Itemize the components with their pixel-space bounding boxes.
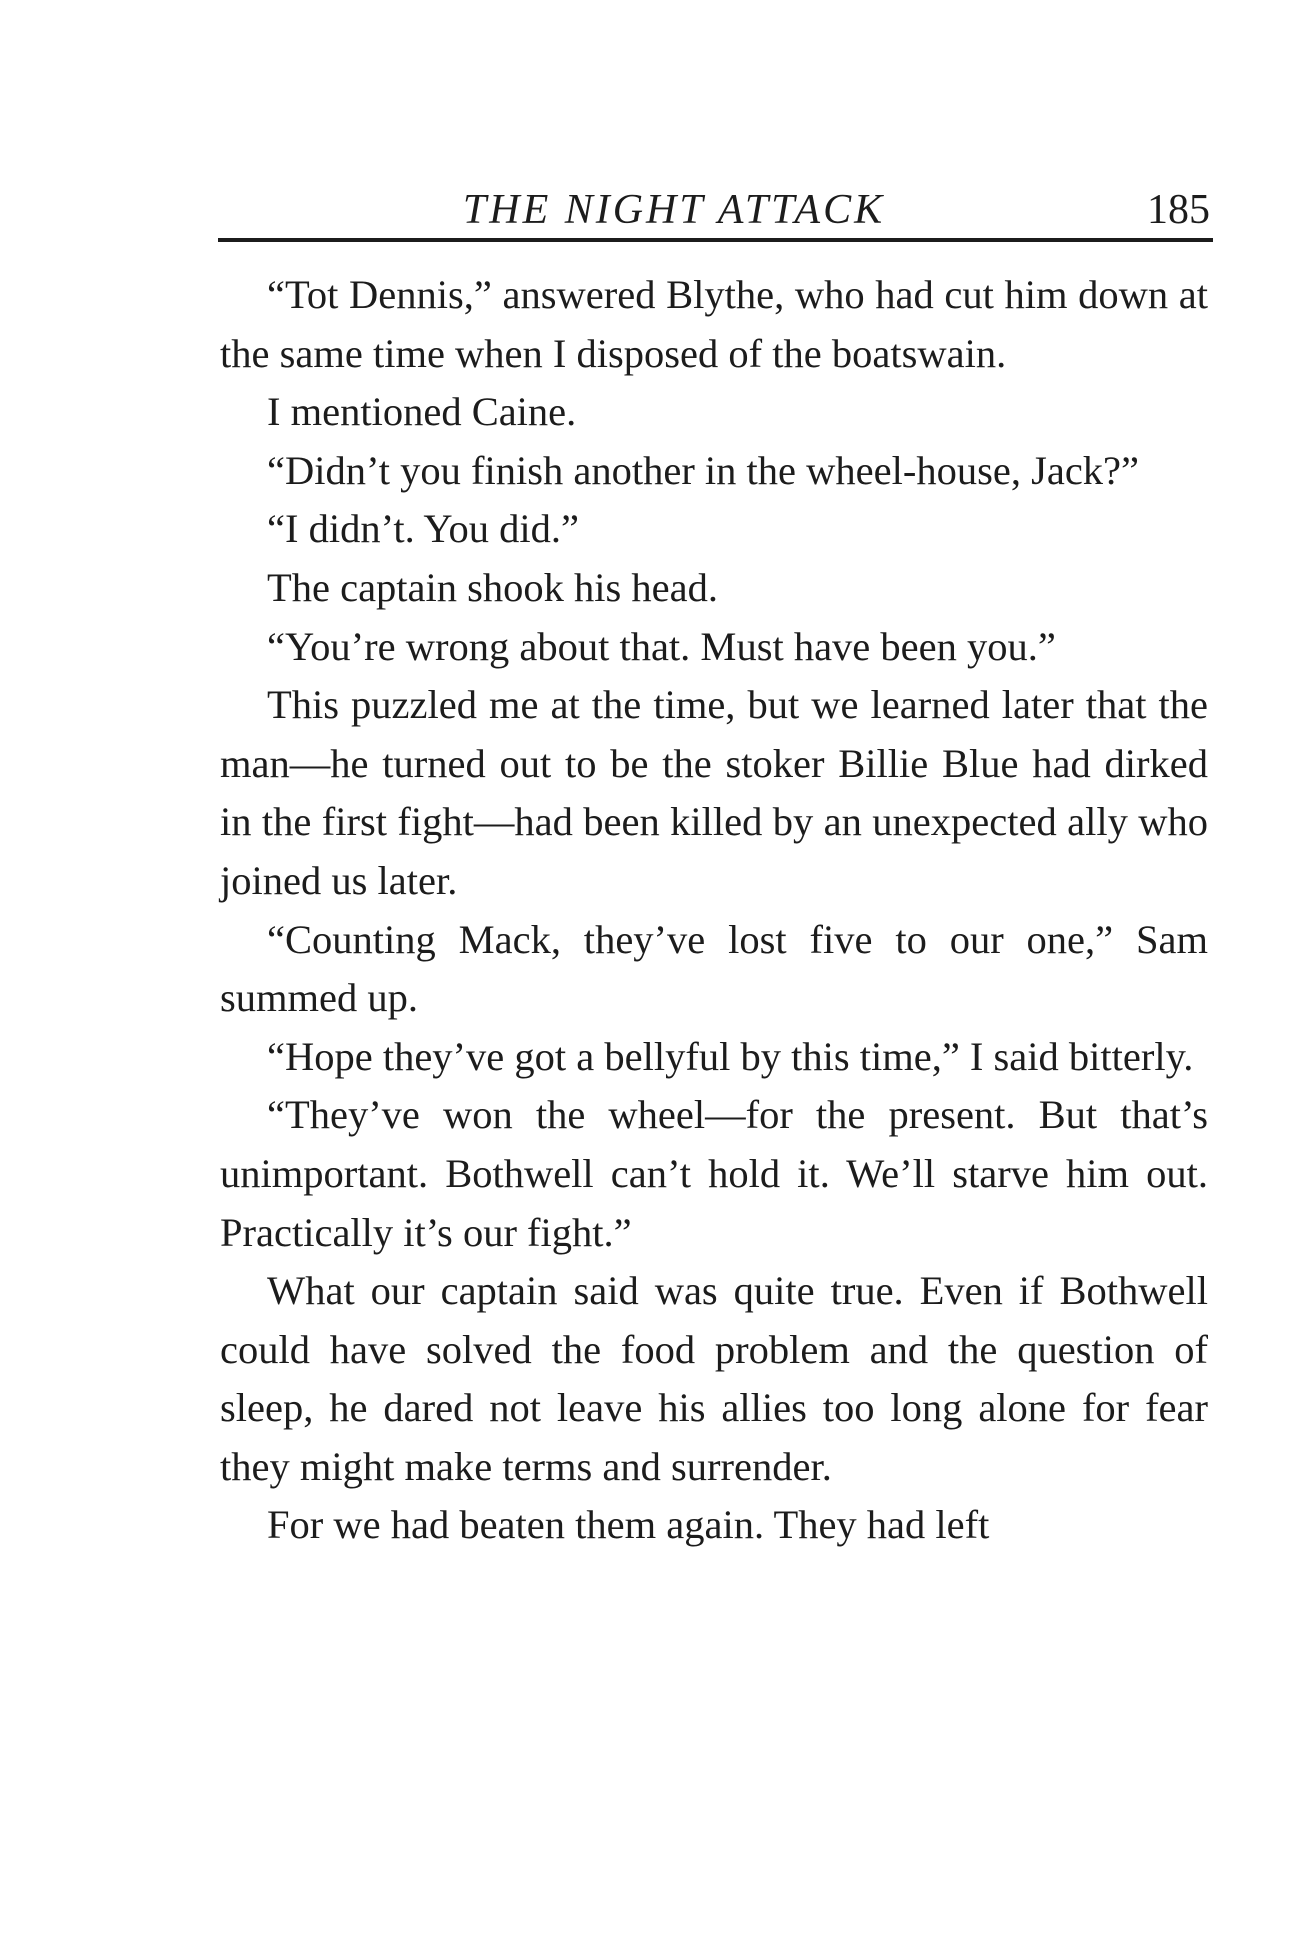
paragraph: I mentioned Caine. — [267, 389, 577, 435]
paragraph: This puzzled me at the time, but we learned later that the man—he turned out to be the stoker Billie Blue had dirked in the first fight—had been killed by an unexpected ally who joined us later. — [220, 682, 1208, 903]
paragraph: “Counting Mack, they’ve lost five to our one,” Sam summed up. — [220, 916, 1208, 1021]
paragraph: “Didn’t you finish another in the wheel-house, Jack?” — [267, 447, 1139, 493]
paragraph: “You’re wrong about that. Must have been you.” — [267, 623, 1056, 669]
page-number: 185 — [1147, 187, 1210, 233]
paragraph: “I didn’t. You did.” — [267, 506, 580, 552]
paragraph: “Hope they’ve got a bellyful by this time,” I said bitterly. — [267, 1033, 1194, 1079]
chapter-title: THE NIGHT ATTACK — [462, 187, 886, 233]
paragraph: “Tot Dennis,” answered Blythe, who had cut him down at the same time when I disposed of the boatswain. — [220, 272, 1208, 376]
header-rule — [218, 238, 1213, 242]
body-text — [220, 266, 1208, 1555]
paragraph: For we had beaten them again. They had left — [267, 1502, 990, 1548]
paragraph: “They’ve won the wheel—for the present. But that’s unimportant. Bothwell can’t hold it. We’ll starve him out. Practically it’s our fight.” — [220, 1092, 1208, 1255]
paragraph: What our captain said was quite true. Even if Bothwell could have solved the food problem and the question of sleep, he dared not leave his allies too long alone for fear they might make terms and surrender. — [220, 1268, 1208, 1489]
running-head — [218, 178, 1210, 242]
paragraph: The captain shook his head. — [267, 564, 718, 610]
